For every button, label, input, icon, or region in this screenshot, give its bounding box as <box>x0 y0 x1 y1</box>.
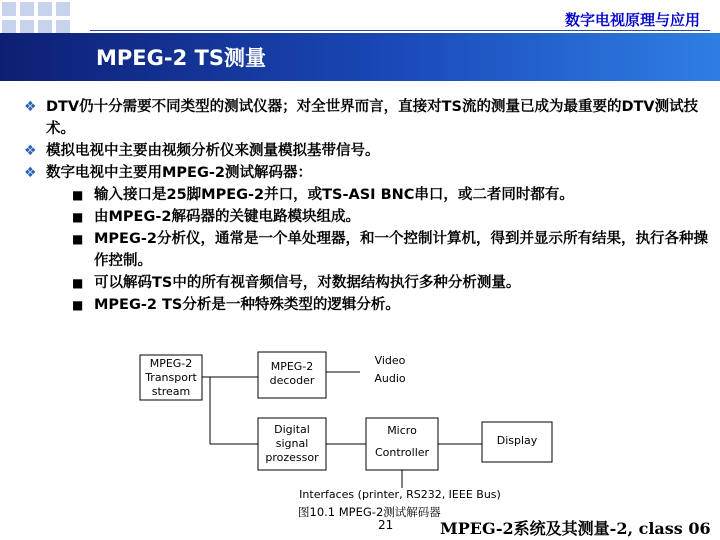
square-bullet-icon: ■ <box>72 232 84 246</box>
bullet-list <box>16 96 716 316</box>
dsp-label: Digital signal prozessor <box>265 423 319 464</box>
slide-title: MPEG-2 TS测量 <box>96 46 266 70</box>
decoder-label: MPEG-2 decoder <box>269 360 315 387</box>
sub-bullet-item: ■ MPEG-2 TS分析是一种特殊类型的逻辑分析。 <box>16 294 716 316</box>
display-label: Display <box>496 434 538 447</box>
header-rule <box>90 30 710 31</box>
square-bullet-icon: ■ <box>72 298 84 312</box>
figure-caption: 图10.1 MPEG-2测试解码器 <box>298 505 441 519</box>
course-footer: MPEG-2系统及其测量-2, class 06 <box>440 519 711 538</box>
sub-bullet-item: ■ 由MPEG-2解码器的关键电路模块组成。 <box>16 206 716 228</box>
micro-label-bottom: Controller <box>374 446 430 459</box>
square-bullet-icon: ■ <box>72 188 84 202</box>
interfaces-label: Interfaces (printer, RS232, IEEE Bus) <box>299 488 501 501</box>
video-output-label: Video <box>374 354 406 367</box>
diamond-bullet-icon: ❖ <box>24 99 37 115</box>
ts-input-label: MPEG-2 Transport stream <box>145 357 197 398</box>
square-bullet-icon: ■ <box>72 276 84 290</box>
diamond-bullet-icon: ❖ <box>24 143 37 159</box>
sub-bullet-item: ■ 输入接口是25脚MPEG-2并口，或TS-ASI BNC串口，或二者同时都有。 <box>16 184 716 206</box>
bullet-item: ❖ DTV仍十分需要不同类型的测试仪器；对全世界而言，直接对TS流的测量已成为最重要的DTV测试技术。 <box>16 96 716 140</box>
subject-header: 数字电视原理与应用 <box>564 11 700 29</box>
page-number: 21 <box>378 518 394 532</box>
bullet-item: ❖ 模拟电视中主要由视频分析仪来测量模拟基带信号。 <box>16 140 716 162</box>
diamond-bullet-icon: ❖ <box>24 165 37 181</box>
sub-bullet-item: ■ MPEG-2分析仪，通常是一个单处理器，和一个控制计算机，得到并显示所有结果，执行各种操作控制。 <box>16 228 716 272</box>
square-bullet-icon: ■ <box>72 210 84 224</box>
micro-label-top: Micro <box>387 424 417 437</box>
sub-bullet-item: ■ 可以解码TS中的所有视音频信号，对数据结构执行多种分析测量。 <box>16 272 716 294</box>
audio-output-label: Audio <box>374 372 406 385</box>
bullet-item: ❖ 数字电视中主要用MPEG-2测试解码器： <box>16 162 716 184</box>
